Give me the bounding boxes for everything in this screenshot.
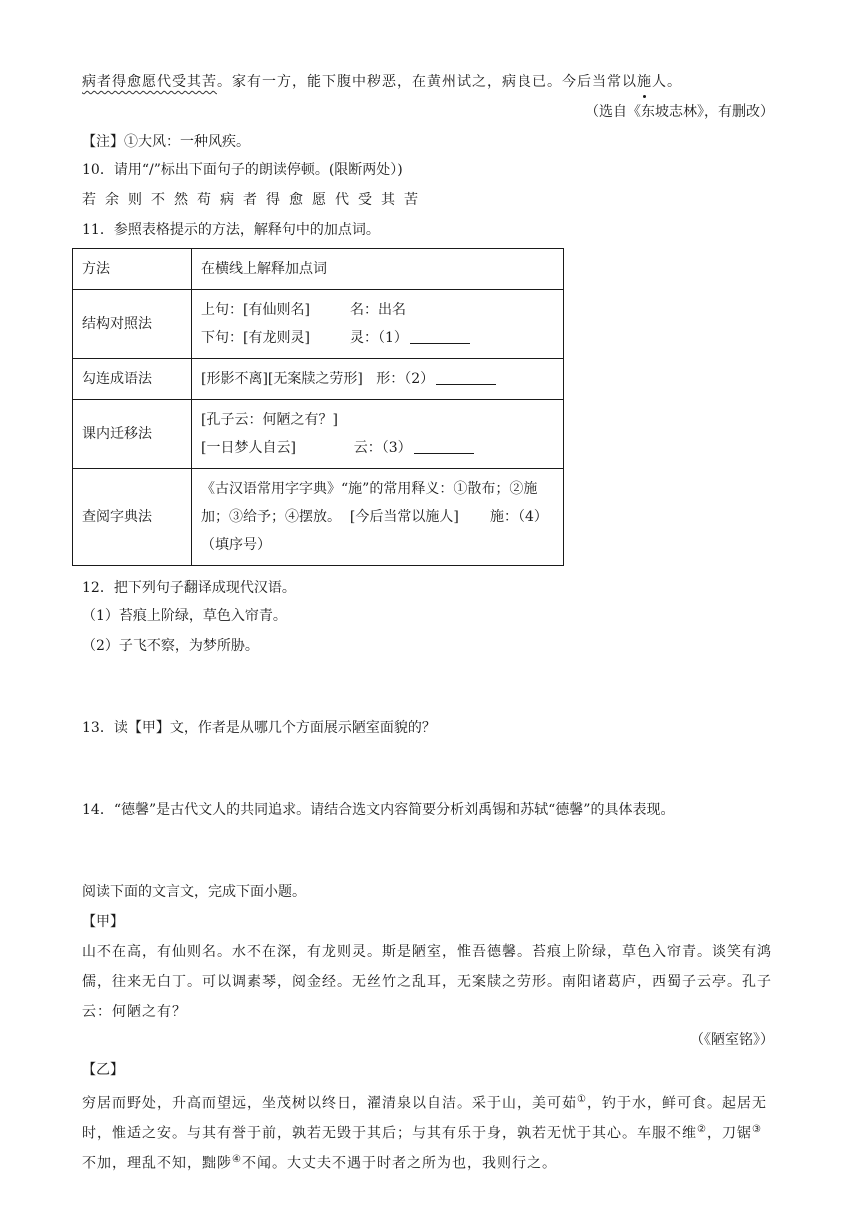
yi-text: 不加，理乱不知，黜陟 (82, 1155, 232, 1172)
cell-line: 上句：[有仙则名] 名：出名 (201, 302, 406, 318)
method-name: 课内迁移法 (73, 400, 192, 469)
q12-item-2: （2）子飞不察，为梦所胁。 (82, 638, 259, 654)
table-row (73, 249, 564, 290)
cell-line: 《古汉语常用字字典》“施”的常用释义：①散布；②施 (201, 481, 538, 497)
jia-line: 云：何陋之有？ (82, 1004, 187, 1020)
underlined-phrase: 病者得愈愿代受其苦 (82, 74, 217, 90)
cell-line-with-blank (201, 434, 554, 462)
question-13: 13．读【甲】文，作者是从哪几个方面展示陋室面貌的？ (82, 720, 436, 736)
method-table (72, 248, 564, 566)
question-11: 11．参照表格提示的方法，解释句中的加点词。 (82, 222, 380, 238)
table-row (73, 400, 564, 469)
table-row (73, 359, 564, 400)
section-label-yi: 【乙】 (82, 1062, 124, 1078)
method-content (192, 469, 564, 566)
table-row (73, 469, 564, 566)
cell-line: [孔子云：何陋之有？] (201, 412, 338, 428)
passage-line (82, 72, 682, 92)
yi-text: 时，惟适之安。与其有誉于前，孰若无毁于其后；与其有乐于身，孰若无忧于其心。车服不维 (82, 1125, 697, 1142)
answer-blank[interactable] (414, 439, 474, 454)
yi-text: 不闻。大丈夫不遇于时者之所为也，我则行之。 (241, 1155, 557, 1172)
yi-line (82, 1150, 557, 1174)
jia-line: 山不在高，有仙则名。水不在深，有龙则灵。斯是陋室，惟吾德馨。苔痕上阶绿，草色入帘青。谈笑有鸿 (82, 944, 772, 960)
annotation-note: 【注】①大风：一种风疾。 (82, 134, 250, 150)
cell-line-with-blank (201, 324, 554, 352)
method-content (192, 290, 564, 359)
answer-blank[interactable] (436, 370, 496, 385)
jia-line: 儒，往来无白丁。可以调素琴，阅金经。无丝竹之乱耳，无案牍之劳形。南阳诸葛庐，西蜀子云亭。孔子 (82, 974, 772, 990)
passage-text: 。家有一方，能下腹中秽恶，在黄州试之，病良已。今后当常以 (217, 74, 637, 90)
question-12: 12．把下列句子翻译成现代汉语。 (82, 580, 296, 596)
question-14: 14．“德馨”是古代文人的共同追求。请结合选文内容简要分析刘禹锡和苏轼“德馨”的具体表现。 (82, 802, 675, 818)
method-name: 查阅字典法 (73, 469, 192, 566)
yi-text: 穷居而野处，升高而望远，坐茂树以终日，濯清泉以自洁。采于山，美可茹 (82, 1095, 577, 1112)
passage-end: 人。 (652, 74, 682, 90)
table-header-cell: 在横线上解释加点词 (192, 249, 564, 290)
cell-line: 加；③给予；④摆放。 [今后当常以施人] 施：（4） (201, 509, 548, 525)
jia-source: （《陋室铭》） (690, 1032, 774, 1048)
cell-text: [一日梦人自云] 云：（3） (201, 440, 412, 456)
answer-blank[interactable] (410, 329, 470, 344)
question-10: 10．请用“/”标出下面句子的朗读停顿。(限断两处）) (82, 162, 403, 178)
reading-intro: 阅读下面的文言文，完成下面小题。 (82, 884, 306, 900)
yi-line (82, 1090, 767, 1114)
method-name: 结构对照法 (73, 290, 192, 359)
method-content (192, 400, 564, 469)
footnote-marker: ① (577, 1094, 587, 1105)
cell-line: （填序号） (201, 537, 271, 553)
yi-text: ，钓于水，鲜可食。起居无 (586, 1095, 767, 1112)
source-note: （选自《东坡志林》，有删改） (585, 104, 774, 120)
yi-text: ，刀锯 (706, 1125, 752, 1142)
method-content (192, 359, 564, 400)
table-header-cell: 方法 (73, 249, 192, 290)
footnote-marker: ③ (751, 1124, 762, 1135)
yi-line (82, 1120, 762, 1144)
dotted-char: 施 (637, 74, 652, 90)
cell-text: 下句：[有龙则灵] 灵：（1） (201, 330, 408, 346)
q12-item-1: （1）苔痕上阶绿，草色入帘青。 (82, 608, 287, 624)
footnote-marker: ④ (232, 1154, 242, 1165)
footnote-marker: ② (697, 1124, 707, 1135)
table-row (73, 290, 564, 359)
cell-line-with-blank (201, 365, 554, 393)
section-label-jia: 【甲】 (82, 914, 124, 930)
q10-sentence: 若余则不然苟病者得愈愿代受其苦 (82, 192, 427, 208)
method-name: 勾连成语法 (73, 359, 192, 400)
cell-text: [形影不离][无案牍之劳形] 形：（2） (201, 371, 435, 387)
